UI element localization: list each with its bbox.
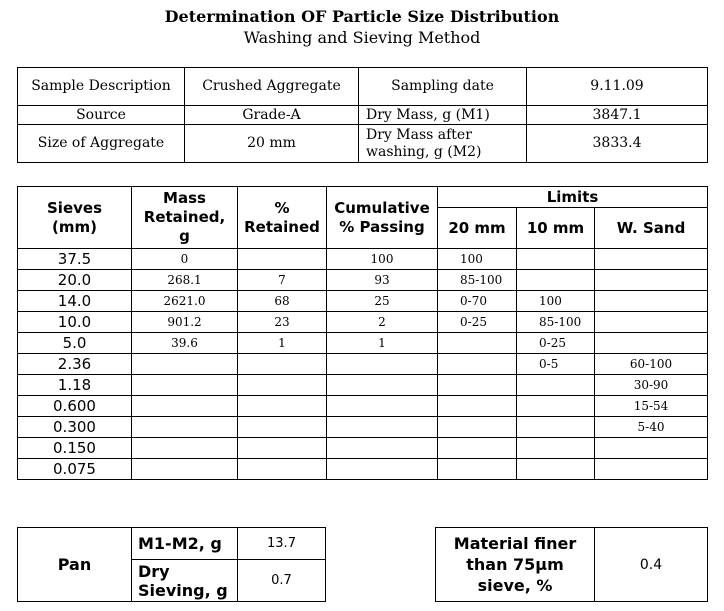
limit-w-sand-cell: 30-90	[595, 375, 708, 396]
pct-retained-cell: 7	[238, 270, 327, 291]
size-of-aggregate-label: Size of Aggregate	[18, 125, 185, 163]
source-label: Source	[18, 106, 185, 125]
dry-mass-m1-label: Dry Mass, g (M1)	[359, 106, 527, 125]
sieve-analysis-table	[17, 186, 708, 480]
cumulative-passing-cell	[327, 417, 438, 438]
mass-retained-cell	[132, 459, 238, 480]
sieve-size-cell: 5.0	[18, 333, 132, 354]
mass-retained-cell: 901.2	[132, 312, 238, 333]
table-row	[18, 312, 708, 333]
pct-retained-cell: 23	[238, 312, 327, 333]
limit-w-sand-cell	[595, 333, 708, 354]
pct-retained-cell	[238, 417, 327, 438]
mass-retained-cell: 39.6	[132, 333, 238, 354]
limit-10mm-cell: 100	[517, 291, 595, 312]
limit-20mm-cell: 100	[438, 249, 517, 270]
header-sieves: Sieves (mm)	[18, 187, 132, 249]
limit-w-sand-cell	[595, 312, 708, 333]
limit-10mm-cell	[517, 459, 595, 480]
pan-table	[17, 527, 326, 602]
limit-w-sand-cell	[595, 249, 708, 270]
header-mass-retained: Mass Retained, g	[132, 187, 238, 249]
table-row	[18, 459, 708, 480]
pct-retained-cell	[238, 459, 327, 480]
header-limit-20mm: 20 mm	[438, 208, 517, 249]
cumulative-passing-cell	[327, 354, 438, 375]
material-finer-value: 0.4	[595, 528, 708, 602]
limit-20mm-cell: 0-25	[438, 312, 517, 333]
mass-retained-cell: 0	[132, 249, 238, 270]
sieve-size-cell: 0.600	[18, 396, 132, 417]
document-title: Determination OF Particle Size Distribution	[164, 7, 560, 26]
sieve-size-cell: 20.0	[18, 270, 132, 291]
mass-retained-cell: 268.1	[132, 270, 238, 291]
sieve-size-cell: 0.300	[18, 417, 132, 438]
limit-20mm-cell	[438, 333, 517, 354]
sampling-date-label: Sampling date	[359, 68, 527, 106]
sieve-size-cell: 2.36	[18, 354, 132, 375]
dry-mass-m2-value: 3833.4	[527, 125, 708, 163]
limit-10mm-cell	[517, 375, 595, 396]
mass-retained-cell	[132, 354, 238, 375]
limit-w-sand-cell: 5-40	[595, 417, 708, 438]
cumulative-passing-cell	[327, 396, 438, 417]
limit-10mm-cell: 0-25	[517, 333, 595, 354]
pct-retained-cell	[238, 396, 327, 417]
sieve-size-cell: 0.150	[18, 438, 132, 459]
limit-10mm-cell	[517, 249, 595, 270]
cumulative-passing-cell: 100	[327, 249, 438, 270]
limit-w-sand-cell	[595, 438, 708, 459]
sampling-date-value: 9.11.09	[527, 68, 708, 106]
limit-w-sand-cell	[595, 270, 708, 291]
cumulative-passing-cell	[327, 459, 438, 480]
pct-retained-cell: 68	[238, 291, 327, 312]
size-of-aggregate-value: 20 mm	[185, 125, 359, 163]
table-row	[18, 438, 708, 459]
limit-w-sand-cell	[595, 291, 708, 312]
material-finer-table	[435, 527, 708, 602]
header-cumulative-passing: Cumulative % Passing	[327, 187, 438, 249]
dry-sieving-label: Dry Sieving, g	[132, 560, 238, 602]
limit-10mm-cell: 85-100	[517, 312, 595, 333]
limit-20mm-cell	[438, 459, 517, 480]
limit-10mm-cell	[517, 417, 595, 438]
pct-retained-cell	[238, 354, 327, 375]
source-value: Grade-A	[185, 106, 359, 125]
limit-w-sand-cell: 15-54	[595, 396, 708, 417]
limit-w-sand-cell	[595, 459, 708, 480]
table-row	[18, 249, 708, 270]
sample-description-label: Sample Description	[18, 68, 185, 106]
cumulative-passing-cell: 2	[327, 312, 438, 333]
cumulative-passing-cell	[327, 438, 438, 459]
dry-mass-m2-label: Dry Mass after washing, g (M2)	[359, 125, 527, 163]
header-limits: Limits	[438, 187, 708, 208]
table-row	[18, 270, 708, 291]
m1-m2-value: 13.7	[238, 528, 326, 560]
pan-label: Pan	[18, 528, 132, 602]
limit-20mm-cell	[438, 396, 517, 417]
sieve-size-cell: 0.075	[18, 459, 132, 480]
mass-retained-cell	[132, 396, 238, 417]
dry-mass-m1-value: 3847.1	[527, 106, 708, 125]
sieve-size-cell: 14.0	[18, 291, 132, 312]
pct-retained-cell	[238, 438, 327, 459]
table-row	[18, 417, 708, 438]
header-limit-10mm: 10 mm	[517, 208, 595, 249]
sieve-size-cell: 10.0	[18, 312, 132, 333]
limit-20mm-cell: 0-70	[438, 291, 517, 312]
table-row	[18, 354, 708, 375]
cumulative-passing-cell	[327, 375, 438, 396]
sample-description-value: Crushed Aggregate	[185, 68, 359, 106]
dry-sieving-value: 0.7	[238, 560, 326, 602]
limit-10mm-cell	[517, 396, 595, 417]
mass-retained-cell	[132, 417, 238, 438]
limit-20mm-cell	[438, 438, 517, 459]
limit-20mm-cell	[438, 375, 517, 396]
pct-retained-cell: 1	[238, 333, 327, 354]
limit-10mm-cell	[517, 438, 595, 459]
table-row	[18, 291, 708, 312]
mass-retained-cell: 2621.0	[132, 291, 238, 312]
m1-m2-label: M1-M2, g	[132, 528, 238, 560]
table-row	[18, 375, 708, 396]
pct-retained-cell	[238, 375, 327, 396]
header-limit-w-sand: W. Sand	[595, 208, 708, 249]
limit-10mm-cell	[517, 270, 595, 291]
limit-20mm-cell	[438, 417, 517, 438]
mass-retained-cell	[132, 375, 238, 396]
header-pct-retained: % Retained	[238, 187, 327, 249]
table-row	[18, 333, 708, 354]
cumulative-passing-cell: 25	[327, 291, 438, 312]
limit-w-sand-cell: 60-100	[595, 354, 708, 375]
limit-20mm-cell	[438, 354, 517, 375]
cumulative-passing-cell: 93	[327, 270, 438, 291]
mass-retained-cell	[132, 438, 238, 459]
cumulative-passing-cell: 1	[327, 333, 438, 354]
pct-retained-cell	[238, 249, 327, 270]
limit-20mm-cell: 85-100	[438, 270, 517, 291]
material-finer-label: Material finer than 75µm sieve, %	[436, 528, 595, 602]
limit-10mm-cell: 0-5	[517, 354, 595, 375]
table-row	[18, 396, 708, 417]
sieve-size-cell: 1.18	[18, 375, 132, 396]
document-subtitle: Washing and Sieving Method	[243, 28, 481, 47]
sieve-size-cell: 37.5	[18, 249, 132, 270]
sample-info-table	[17, 67, 708, 163]
